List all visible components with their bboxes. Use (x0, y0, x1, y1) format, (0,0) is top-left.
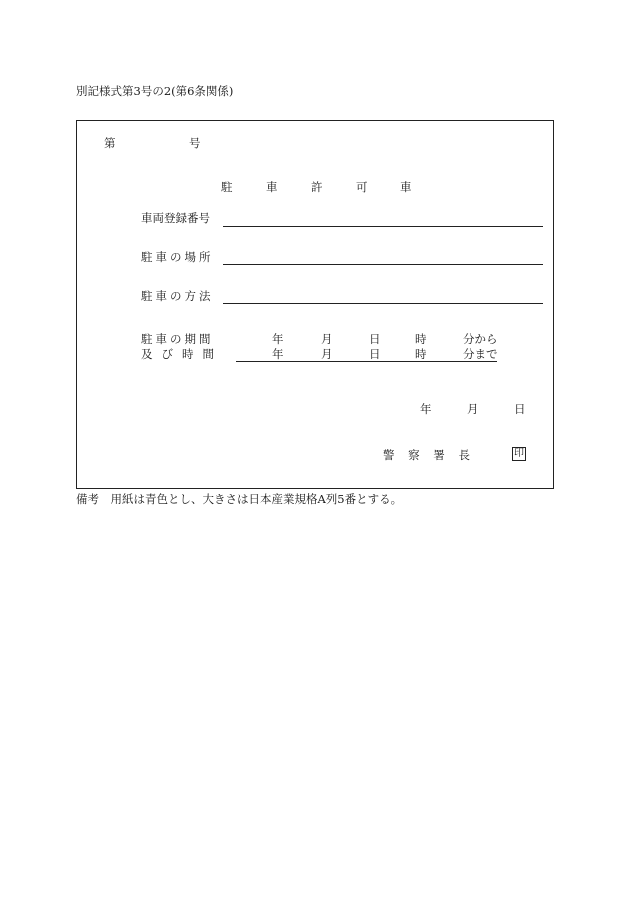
seal-mark: 印 (514, 448, 524, 459)
issuer-title: 警 察 署 長 (383, 448, 475, 462)
form-title-char-2: 車 (266, 180, 278, 194)
vehicle-registration-line (223, 226, 543, 227)
form-title-char-4: 可 (356, 180, 368, 194)
vehicle-registration-label: 車両登録番号 (141, 211, 210, 225)
period-from-minute: 分から (463, 332, 498, 346)
period-label-line1: 駐車の期間 (141, 332, 214, 346)
period-to-hour: 時 (415, 347, 427, 361)
remarks-text: 備考 用紙は青色とし、大きさは日本産業規格A列5番とする。 (76, 492, 403, 506)
issue-date-year: 年 (420, 402, 432, 416)
period-from-month: 月 (321, 332, 333, 346)
number-prefix: 第 (104, 136, 116, 150)
form-title-char-3: 許 (311, 180, 323, 194)
period-to-year: 年 (272, 347, 284, 361)
form-title-char-1: 駐 (221, 180, 233, 194)
parking-method-line (223, 303, 543, 304)
form-identifier: 別記様式第3号の2(第6条関係) (76, 84, 234, 98)
issue-date-month: 月 (467, 402, 479, 416)
period-from-hour: 時 (415, 332, 427, 346)
period-to-minute: 分まで (463, 347, 498, 361)
number-suffix: 号 (189, 136, 201, 150)
period-from-day: 日 (369, 332, 381, 346)
parking-method-label: 駐車の方法 (141, 289, 214, 303)
period-label-line2: 及び時間 (141, 347, 223, 361)
parking-location-line (223, 264, 543, 265)
parking-location-label: 駐車の場所 (141, 250, 214, 264)
issue-date-day: 日 (514, 402, 526, 416)
period-underline (236, 361, 497, 362)
period-from-year: 年 (272, 332, 284, 346)
period-to-month: 月 (321, 347, 333, 361)
form-title-char-5: 車 (400, 180, 412, 194)
permit-form-frame (76, 120, 554, 489)
period-to-day: 日 (369, 347, 381, 361)
